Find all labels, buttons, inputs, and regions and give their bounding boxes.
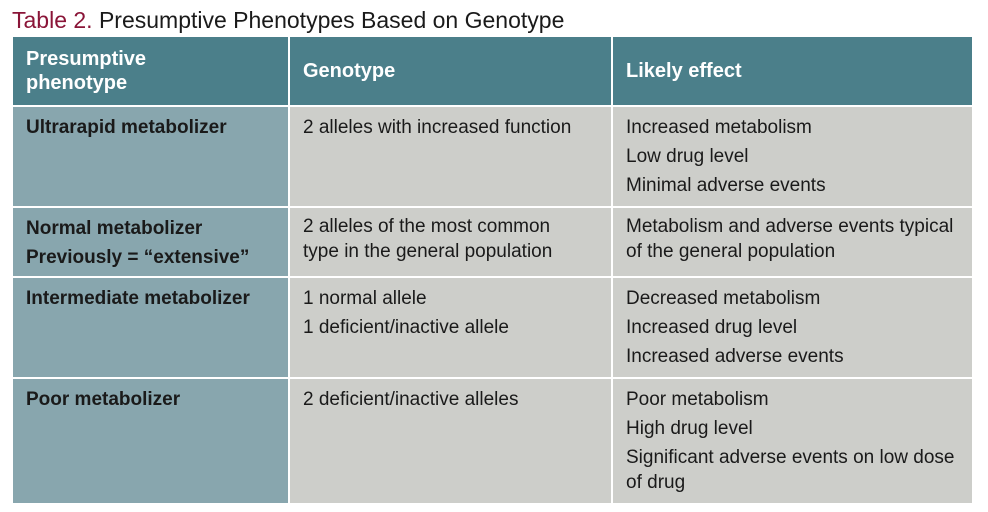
genotype-line: 2 alleles of the most common type in the general population bbox=[303, 216, 553, 262]
effect-cell bbox=[612, 106, 972, 207]
phenotype-line: Previously = “extensive” bbox=[26, 247, 250, 268]
phenotype-cell bbox=[13, 277, 289, 378]
header-phenotype: Presumptive phenotype bbox=[13, 37, 289, 106]
phenotype-line: Intermediate metabolizer bbox=[26, 288, 250, 309]
header-effect: Likely effect bbox=[612, 37, 972, 106]
phenotype-line: Poor metabolizer bbox=[26, 389, 181, 410]
phenotype-line: Normal metabolizer bbox=[26, 218, 203, 239]
table-row bbox=[13, 277, 972, 378]
phenotype-cell bbox=[13, 207, 289, 277]
table-number: Table 2. bbox=[12, 7, 93, 33]
effect-cell bbox=[612, 378, 972, 503]
effect-line: Decreased metabolism bbox=[626, 288, 821, 309]
effect-line: Increased drug level bbox=[626, 317, 798, 338]
genotype-cell bbox=[289, 207, 612, 277]
effect-line: Metabolism and adverse events typical of the general population bbox=[626, 216, 954, 262]
header-genotype: Genotype bbox=[289, 37, 612, 106]
genotype-line: 2 deficient/inactive alleles bbox=[303, 389, 519, 410]
table-title bbox=[12, 5, 564, 35]
table-title-text: Presumptive Phenotypes Based on Genotype bbox=[98, 7, 565, 33]
genotype-line: 2 alleles with increased function bbox=[303, 117, 572, 138]
effect-line: Significant adverse events on low dose of drug bbox=[626, 447, 955, 493]
effect-line: Increased metabolism bbox=[626, 117, 812, 138]
effect-line: Increased adverse events bbox=[626, 346, 844, 367]
phenotype-cell bbox=[13, 106, 289, 207]
effect-line: Poor metabolism bbox=[626, 389, 769, 410]
effect-line: Minimal adverse events bbox=[626, 175, 826, 196]
genotype-line: 1 normal allele bbox=[303, 288, 427, 309]
phenotype-table bbox=[13, 37, 972, 503]
phenotype-line: Ultrarapid metabolizer bbox=[26, 117, 227, 138]
header-row bbox=[13, 37, 972, 106]
effect-line: Low drug level bbox=[626, 146, 749, 167]
table-row bbox=[13, 207, 972, 277]
table-row bbox=[13, 378, 972, 503]
effect-cell bbox=[612, 207, 972, 277]
genotype-cell bbox=[289, 106, 612, 207]
effect-line: High drug level bbox=[626, 418, 753, 439]
genotype-cell bbox=[289, 378, 612, 503]
genotype-line: 1 deficient/inactive allele bbox=[303, 317, 509, 338]
phenotype-cell bbox=[13, 378, 289, 503]
table-row bbox=[13, 106, 972, 207]
genotype-cell bbox=[289, 277, 612, 378]
effect-cell bbox=[612, 277, 972, 378]
